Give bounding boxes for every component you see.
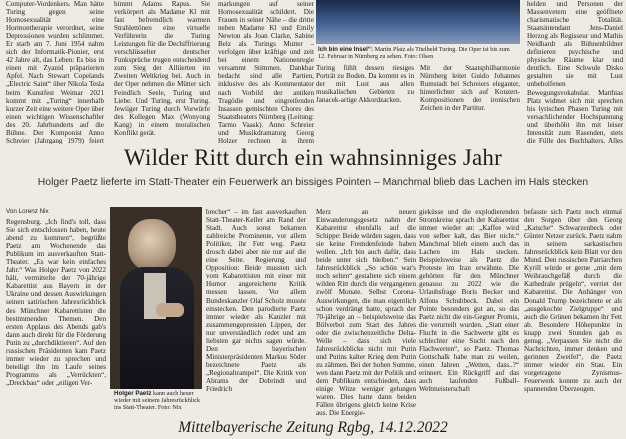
top-photo-caption-text: Martin Platz als Titelheld Turing. Die Oper ist bis zum 12. Februar in Nürnberg zu sehen. Foto: Olsen [318, 46, 510, 61]
top-article-column-1: Computer-Vordenkers. Man hätte Turing gegen seine Homosexualität eine Hormontherapie verordnet, seine Depressionen wurden schlimmer. Er starb am 7. Juni 1954 nahm sich der Informatik-Pionier, erst 42 Jahre alt, das Leben: Es biss in einen mit Zyanid präparierten Apfel. Nach Stewart Copelands „Electric Saint“ über Nikola Tesla beim Kunstfest Weimar 2021 kommt mit „Turing“ innerhalb kurzer Zeit eine weitere Oper über einen wichtigen Wissenschaftler des 20. Jahrhunderts auf die Bühne. Der Komponist Anno Schreier (Jahrgang 1979) feiert [6, 0, 104, 144]
top-photo-caption-lead: Ich bin eine Insel“: [318, 46, 374, 53]
top-photo-caption [318, 46, 518, 60]
newspaper-source-line: Mittelbayerische Zeitung Rgbg, 14.12.2022 [178, 419, 448, 436]
top-article-column-4: Turing fühlt dessen riesiges Porträt zu Boden. Da kommt es in der mit Lust aus allen musikalischen Gebieten zu Janacek-artige Akkordzacken. [316, 64, 414, 105]
photo-caption-text: kann auch heuer wieder mit seinem Jahresrückblick ins Statt-Theater. Foto: Nix [114, 390, 201, 412]
article-column-5: befasste sich Paetz noch einmal den Sorgen über den Georg „Katsche“ Schwarzenbeck oder Günter Netzer zurück. Paetz nahm in seinem sarkastischen Jahresrückblick kein Blatt vor den Mund. Den russischen Patriarchen Kyrill würde er gerne „mit dem Weihrauchgefäß durch die Kathedrale prügeln“, verriet der Kabarettist. Die Anhänger von Donald Trump bezeichnete er als „ausgekochte Zielgruppe“ und auch die Grünen bekamen ihr Fett ab. Besondere Höhepunkte in knapp zwei Stunden gab es genug. „Verpassen Sie nicht die Nachrichten, immer denken und gerinnen Zweifel“, die Paetz immer wieder ein Stau. Ein vorgetragene Zynismus-Feuerwerk konnte zu auch der spannenden Überzeugen. [524, 208, 622, 394]
byline: Von Lorenz Nix [6, 208, 49, 215]
article-column-3: Merz an neuen Einwanderungsgesetz nahm der Kabarettist ebenfalls auf die Schippe: Beide würden sagen, dass sie keine Fremdenfeinde haben wollen. „Ich bin auch dafür, dass beide unter sich bleiben.“ Sein Jahresrückblick „So schön war's noch selten“ gestaltete sich einem wilden Ritt durch die vergangenen zwölf Monate. Selbst Corona-Auswirkungen, die man eigentlich schon verdrängt hatte, sprach der 70-jährige an – beispielsweise das Bölverbot zum Start des Jahres oder die zwischenzeitliche Delta-Welle – dass sich viele Jahresrückblicke nicht mit Putin und Putins kalter Krieg dem Putin zu zähmen. Bei der hohen Summe, wen dann Paetz mit der Politik und dem Publikum entschieden, dass einige Witze weniger gelungen waren. Dies hatte dann beiden Fällen übrigens gleich keine Krise aus. Die Energie- [316, 208, 416, 418]
article-column-4: gieküsse und die explodierenden Stromkreise sprach der Kabarettist immer wieder an: „Kaffee wird von selber kalt, das Bier nicht.“ Manchmal blieb einem auch das Lachen im Hals stecken. Beispielsweise als Paetz die Proteste im Iran erwähnte. Die gehörten für den Münchner genauso zu 2022 wie die Urlaubsfrage Boris Becker und Alfons Schuhbeck. Dabei ein Pointe besonders gut an, so das Paetz nicht die ein-Gegner Promis, die verurteilt wurden. „Statt einer Flucht in die Sachwerte gibt es schlechter eine Sucht nach den Flachwerten“, so Paetz. Thomas Gottschalk habe man zu weilen, einen Jahren „Wetten, dass..?“ erinnert. Ein Rückgriff auf das auch laufenden Fußball-Weltmeisterschaft [419, 208, 519, 394]
top-article-column-2: himmt Adams Rapus. Sie verkörpert als Madame Kl mit fast befremdlich warmen Strahlettönen eine virtuelle Verführerin die Turing Leistungen für die Dechiffrierung verschlüsselter deutscher Funksprüche trugen entscheidend zum Sieg der Alliierten im Zweiten Weltkrieg bei. Auch in der Oper nehmen die Mütter sich Feindlich Seele, Turing und Liebe. Und Turing, erst Turing. Jewiiger Turing durch Vorwürfe des Kollegen Max (Wonyong Kang) in einem moralischen Konflikt gerät. [114, 0, 210, 137]
top-article-column-5: Mit der Staatsphilharmonie Nürnberg leitet Guido Johannes Rumstadt bei Schreiers eleganter, hinterlichter sich auf Konzert-Kompositionen der ironischen Zeichen in der Partitur. [420, 64, 520, 113]
top-article-column-3: markungen auf seiner Homosexualität schildert. Die Frauen in seiner Nähe – die dritte neben Madame Kl und Emily Newton als Joan Clarke, Sabine Belz als Turings Mutter – verfolgen über kräftige und zeit bei einem Nationenregie versammt Stimmen. Dankbar bedacht sind alle Partien, inklusive des als Kommentator nach Vorbild der antiken Tragödie und eingreifenden Insassen gemischten Chores des Staatstheaters Nürnberg (Leitung: Tarmo Vaask). Anno Schreier und Musikdramaturg Georg Holzer rechnen in ihrem [218, 0, 314, 144]
top-photo [316, 0, 520, 44]
top-article-column-6: helden und Personen der Massenvetern eine geöffnete charismatische Totalität. Staatsintendant Jens-Daniel Herzog als Regisseur und Mathis Neidhardt als Bühnenbildner definieren psychische und physische Räume klar und deutlich. Eine Schwule Disko gestalten sie mit Lust unbeholfenen Bewegungsvokabular. Matthias Platz widmet sich mit sprechen bis lyrischen Phasen Turing mit versachlichender Hochspannung und überhöht ihn mit leiser Intensität zum Rasenden, stets die Fülle des Buchhalters. Alles [527, 0, 623, 144]
headline: Wilder Ritt durch ein wahnsinniges Jahr [124, 145, 502, 170]
subheadline: Holger Paetz lieferte im Statt-Theater ein Feuerwerk an bissiges Pointen – Manchmal blieb das Lachen im Hals stecken [37, 177, 589, 188]
photo-caption [114, 390, 206, 412]
article-column-2: brecher“ – im fast ausverkauften Statt-Theater-Keller am Rand der Stadt. Auch sonst bekamen zahlreiche Prominente, vor allem Politiker, ihr Fett weg. Paetz drosch dabei aber nie nur auf die eine Seite. Regierung und Opposition: Beide mussten sich vom Kabarettisten mit einer mit Humor angereicherte Kritik messen lassen. Vor allem Bundeskanzler Olaf Scholz musste einstecken. Den parodierte Paetz immer wieder als Kanzler mit zusammengepressten Lippen, der nur unverständlich redet und am liebsten gar nichts sagen würde. Den bayerischen Ministerpräsidenten Markus Söder bezeichnete Paetz als „Regionaltrampel“. Die Kritik von Abrams der Dobrindt und Friedrich [206, 208, 306, 394]
holger-paetz-photo [110, 207, 202, 389]
photo-caption-lead: Holger Paetz [114, 390, 152, 397]
article-column-1: Regensburg. „Ich find's toll, dass Sie sich entschlossen haben, heute abend zu kommen“, begrüßte Paetz am Wochenende das Publikum im ausverkauften Statt-Theater. „Es war kein einfaches Jahr.“ Was Holger Paetz von 2022 hält, vermittelte der 70-jährige Kabarettist aus Bayern in der Ukraine und dessen Auswirkungen seinen satirischen Jahresrückblick des Münchner Kabarettisten die bestimmenden Themen. Den ersten Applaus des Abends gab's dann auch direkt für die Förderung Putin zu „durchdiktieren“. Auf den russischen Präsidenten kam Paetz immer wieder zu sprechen und beteiligt ihn im Laufe seines Programms als „Verrückten“, „Dreckbau“ oder „eiligen Ver- [6, 218, 106, 387]
